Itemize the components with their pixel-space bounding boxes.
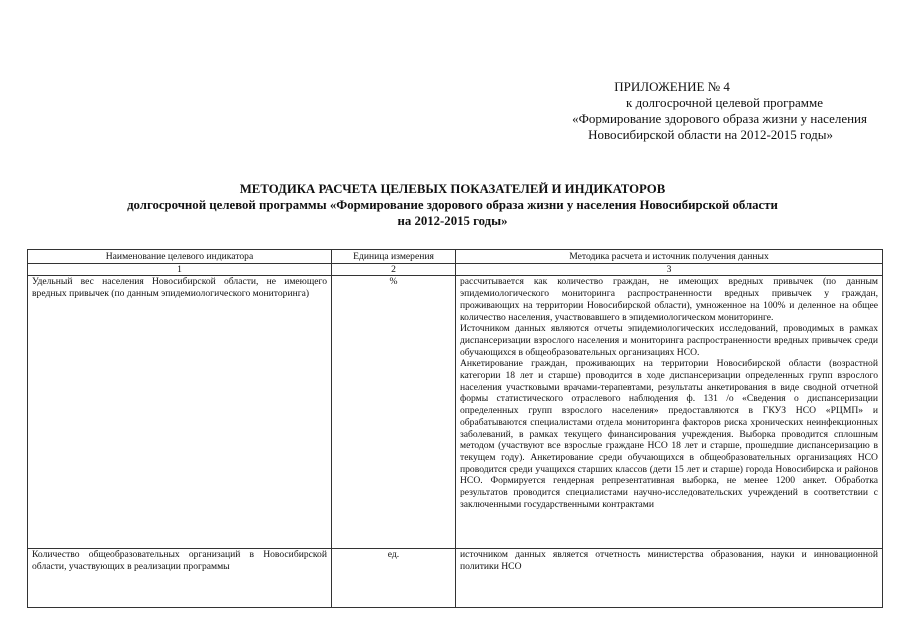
method-paragraph: Источником данных являются отчеты эпидемиологических исследований, проводимых в рамках диспансеризации взрослого населения и мониторинга распространенности вредных привычек среди обучающихся в общеобразовательных организациях НСО. — [460, 323, 878, 358]
title-line-3: на 2012-2015 годы» — [397, 214, 508, 228]
method-paragraph: источником данных является отчетность министерства образования, науки и инновационной политики НСО — [460, 549, 878, 573]
header-indicator-name: Наименование целевого индикатора — [28, 250, 332, 264]
table-row — [28, 549, 883, 608]
document-title — [0, 181, 905, 229]
column-number-row — [28, 263, 883, 276]
method-paragraph: Анкетирование граждан, проживающих на территории Новосибирской области (возрастной категории 18 лет и старше) проводится в ходе диспансеризации определенных групп взрослого населения участковыми врачами-терапевтами, результаты анкетирования в виде сводной отчетной формы статистического отраслевого наблюдения ф. 131 /о «Сведения о диспансеризации определенных групп взрослого населения» предоставляются в ГКУЗ НСО «РЦМП» и обрабатываются специалистами отдела мониторинга факторов риска хронических неинфекционных заболеваний, в рамках текущего финансирования учреждения. Выборка проводится сплошным методом (участвуют все взрослые граждане НСО 18 лет и старше, прошедшие диспансеризацию в текущем году). Анкетирование среди обучающихся в общеобразовательных организациях НСО проводится среди учащихся старших классов (дети 15 лет и старше) города Новосибирска и районов НСО. Формируется гендерная репрезентативная выборка, не менее 1200 анкет. Обработка результатов проводится специалистами научно-исследовательских учреждений в соответствии с заключенными государственными контрактами — [460, 358, 878, 510]
indicators-table — [27, 249, 883, 608]
header-method: Методика расчета и источник получения данных — [456, 250, 883, 264]
appendix-number: ПРИЛОЖЕНИЕ № 4 — [614, 79, 730, 94]
appendix-program-name: «Формирование здорового образа жизни у населения — [572, 111, 867, 126]
method-cell — [456, 549, 883, 608]
appendix-subtitle: к долгосрочной целевой программе — [626, 95, 823, 110]
method-paragraph: рассчитывается как количество граждан, не имеющих вредных привычек (по данным эпидемиологического мониторинга распространенности вредных привычек у граждан, проживающих на территории Новосибирской области), умноженное на 100% и деленное на общее количество населения, участвовавшего в эпидемиологическом мониторинге. — [460, 276, 878, 323]
indicator-name-cell: Удельный вес населения Новосибирской области, не имеющего вредных привычек (по данным эпидемиологического мониторинга) — [28, 276, 332, 549]
unit-cell: ед. — [332, 549, 456, 608]
column-number: 1 — [28, 263, 332, 276]
column-number: 2 — [332, 263, 456, 276]
title-line-2: долгосрочной целевой программы «Формирование здорового образа жизни у населения Новосибирской области — [127, 198, 778, 212]
header-unit: Единица измерения — [332, 250, 456, 264]
appendix-header — [572, 79, 867, 143]
unit-cell: % — [332, 276, 456, 549]
table-row — [28, 276, 883, 549]
method-cell — [456, 276, 883, 549]
appendix-program-region: Новосибирской области на 2012-2015 годы» — [588, 127, 833, 142]
table-header-row — [28, 250, 883, 264]
indicator-name-cell: Количество общеобразовательных организаций в Новосибирской области, участвующих в реализации программы — [28, 549, 332, 608]
title-line-1: МЕТОДИКА РАСЧЕТА ЦЕЛЕВЫХ ПОКАЗАТЕЛЕЙ И ИНДИКАТОРОВ — [239, 182, 666, 196]
column-number: 3 — [456, 263, 883, 276]
